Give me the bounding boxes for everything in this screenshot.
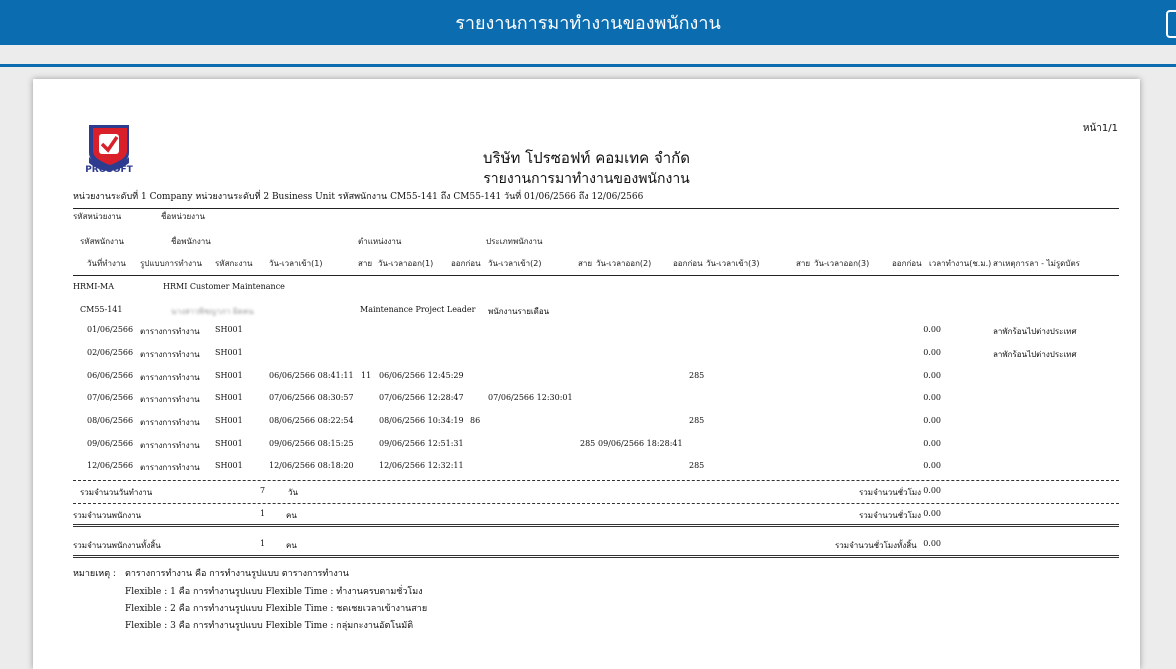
total-hours-value-2: 0.00 — [923, 509, 941, 518]
row-date: 01/06/2566 — [87, 325, 134, 334]
total-emp-unit: คน — [286, 511, 297, 520]
total-workdays-unit: วัน — [288, 488, 298, 497]
row-date: 02/06/2566 — [87, 348, 134, 357]
row-late2: 285 — [580, 439, 596, 448]
row-shift: SH001 — [215, 325, 243, 334]
hdr-in2: วัน-เวลาเข้า(2) — [488, 259, 542, 268]
row-out1: 12/06/2566 12:32:11 — [379, 461, 464, 470]
row-pattern: ตารางการทำงาน — [140, 350, 200, 359]
company-name: บริษัท โปรซอฟท์ คอมเทค จำกัด — [482, 149, 690, 167]
row-late1: 11 — [361, 371, 372, 380]
row-hours: 0.00 — [923, 371, 941, 380]
hdr-emp-name: ชื่อพนักงาน — [171, 237, 211, 246]
grand-emp-unit: คน — [286, 541, 297, 550]
page-number: หน้า1/1 — [1082, 123, 1118, 134]
emp-type: พนักงานรายเดือน — [488, 307, 550, 316]
row-in2: 07/06/2566 12:30:01 — [488, 393, 573, 402]
row-pattern: ตารางการทำงาน — [140, 418, 200, 427]
total-hours-label-2: รวมจำนวนชั่วโมง — [859, 511, 922, 520]
row-in1: 12/06/2566 08:18:20 — [269, 461, 354, 470]
row-out1: 08/06/2566 10:34:19 — [379, 416, 464, 425]
row-out2: 285 — [689, 416, 705, 425]
row-in1: 08/06/2566 08:22:54 — [269, 416, 354, 425]
row-out2: 285 — [689, 461, 705, 470]
row-shift: SH001 — [215, 371, 243, 380]
emp-total-rule — [73, 503, 1119, 504]
hdr-unit-code: รหัสหน่วยงาน — [73, 212, 122, 221]
row-out1: 09/06/2566 12:51:31 — [379, 439, 464, 448]
row-hours: 0.00 — [923, 461, 941, 470]
row-shift: SH001 — [215, 393, 243, 402]
hdr-work-date: วันที่ทำงาน — [87, 259, 126, 268]
grand-total-top-rule — [73, 524, 1119, 527]
hdr-early3: ออกก่อน — [892, 259, 922, 268]
grand-emp-value: 1 — [260, 539, 266, 548]
row-pattern: ตารางการทำงาน — [140, 463, 200, 472]
emp-name: นางสาวพิชญาภา ผิดคน — [171, 307, 254, 316]
hdr-work-hours: เวลาทำงาน(ช.ม.) — [929, 259, 992, 268]
row-out1: 06/06/2566 12:45:29 — [379, 371, 464, 380]
row-hours: 0.00 — [923, 439, 941, 448]
notes-line: Flexible : 3 คือ การทำงานรูปแบบ Flexible Time : กลุ่มกะงานอัตโนมัติ — [125, 621, 414, 631]
hdr-shift-code: รหัสกะงาน — [215, 259, 253, 268]
hdr-leave-reason: สาเหตุการลา - ไม่รูดบัตร — [993, 259, 1080, 268]
hdr-out2: วัน-เวลาออก(2) — [596, 259, 652, 268]
row-pattern: ตารางการทำงาน — [140, 441, 200, 450]
row-shift: SH001 — [215, 461, 243, 470]
hdr-unit-name: ชื่อหน่วยงาน — [161, 212, 206, 221]
total-hours-value: 0.00 — [923, 486, 941, 495]
row-early1: 86 — [470, 416, 481, 425]
report-criteria: หน่วยงานระดับที่ 1 Company หน่วยงานระดับที่ 2 Business Unit รหัสพนักงาน CM55-141 ถึง CM55-141 วันที่ 01/06/2566 ถึง 12/06/2566 — [73, 192, 644, 202]
header-bottom-rule — [73, 275, 1119, 276]
notes-label: หมายเหตุ : — [73, 569, 116, 579]
hdr-late1: สาย — [358, 259, 373, 268]
row-date: 09/06/2566 — [87, 439, 134, 448]
hdr-emp-type: ประเภทพนักงาน — [486, 237, 543, 246]
row-hours: 0.00 — [923, 348, 941, 357]
row-in1: 09/06/2566 08:15:25 — [269, 439, 354, 448]
row-shift: SH001 — [215, 416, 243, 425]
row-pattern: ตารางการทำงาน — [140, 327, 200, 336]
logo-text: PROSOFT — [85, 165, 133, 175]
hdr-position: ตำแหน่งงาน — [358, 237, 402, 246]
grand-hours-value: 0.00 — [923, 539, 941, 548]
subtotal-rule — [73, 480, 1119, 481]
row-date: 12/06/2566 — [87, 461, 134, 470]
row-pattern: ตารางการทำงาน — [140, 373, 200, 382]
notes-line: Flexible : 1 คือ การทำงานรูปแบบ Flexible Time : ทำงานครบตามชั่วโมง — [125, 587, 423, 597]
hdr-out3: วัน-เวลาออก(3) — [814, 259, 870, 268]
hdr-emp-code: รหัสพนักงาน — [80, 237, 124, 246]
emp-position: Maintenance Project Leader — [360, 305, 476, 314]
row-out2: 09/06/2566 18:28:41 — [598, 439, 683, 448]
hdr-early1: ออกก่อน — [451, 259, 481, 268]
row-hours: 0.00 — [923, 393, 941, 402]
row-reason: ลาพักร้อนไปต่างประเทศ — [993, 350, 1077, 359]
row-date: 08/06/2566 — [87, 416, 134, 425]
grand-emp-label: รวมจำนวนพนักงานทั้งสิ้น — [73, 541, 161, 550]
hdr-late3: สาย — [796, 259, 811, 268]
window-title: รายงานการมาทำงานของพนักงาน — [455, 13, 721, 34]
total-emp-label: รวมจำนวนพนักงาน — [73, 511, 142, 520]
grand-total-bottom-rule — [73, 555, 1119, 558]
row-shift: SH001 — [215, 439, 243, 448]
hdr-in1: วัน-เวลาเข้า(1) — [269, 259, 323, 268]
notes-line: ตารางการทำงาน คือ การทำงานรูปแบบ ตารางการทำงาน — [125, 569, 349, 579]
row-date: 06/06/2566 — [87, 371, 134, 380]
notes-line: Flexible : 2 คือ การทำงานรูปแบบ Flexible Time : ชดเชยเวลาเข้างานสาย — [125, 604, 428, 614]
row-date: 07/06/2566 — [87, 393, 134, 402]
grand-hours-label: รวมจำนวนชั่วโมงทั้งสิ้น — [835, 541, 917, 550]
row-hours: 0.00 — [923, 416, 941, 425]
report-page — [33, 79, 1140, 669]
row-out1: 07/06/2566 12:28:47 — [379, 393, 464, 402]
total-workdays-value: 7 — [260, 486, 266, 495]
emp-code: CM55-141 — [80, 305, 123, 314]
hdr-in3: วัน-เวลาเข้า(3) — [706, 259, 760, 268]
total-hours-label: รวมจำนวนชั่วโมง — [859, 488, 922, 497]
row-reason: ลาพักร้อนไปต่างประเทศ — [993, 327, 1077, 336]
hdr-early2: ออกก่อน — [673, 259, 703, 268]
report-title: รายงานการมาทำงานของพนักงาน — [483, 171, 690, 187]
unit-name: HRMI Customer Maintenance — [163, 282, 285, 291]
row-in1: 07/06/2566 08:30:57 — [269, 393, 354, 402]
row-out2: 285 — [689, 371, 705, 380]
title-underline — [0, 64, 1176, 67]
row-in1: 06/06/2566 08:41:11 — [269, 371, 354, 380]
hdr-late2: สาย — [578, 259, 593, 268]
row-hours: 0.00 — [923, 325, 941, 334]
hdr-work-pattern: รูปแบบการทำงาน — [140, 259, 202, 268]
row-shift: SH001 — [215, 348, 243, 357]
unit-code: HRMI-MA — [73, 282, 115, 291]
window-title-bar — [0, 0, 1176, 45]
row-pattern: ตารางการทำงาน — [140, 395, 200, 404]
total-workdays-label: รวมจำนวนวันทำงาน — [80, 488, 153, 497]
menu-icon[interactable] — [1166, 10, 1176, 38]
header-top-rule — [73, 208, 1119, 209]
hdr-out1: วัน-เวลาออก(1) — [378, 259, 434, 268]
total-emp-value: 1 — [260, 509, 266, 518]
